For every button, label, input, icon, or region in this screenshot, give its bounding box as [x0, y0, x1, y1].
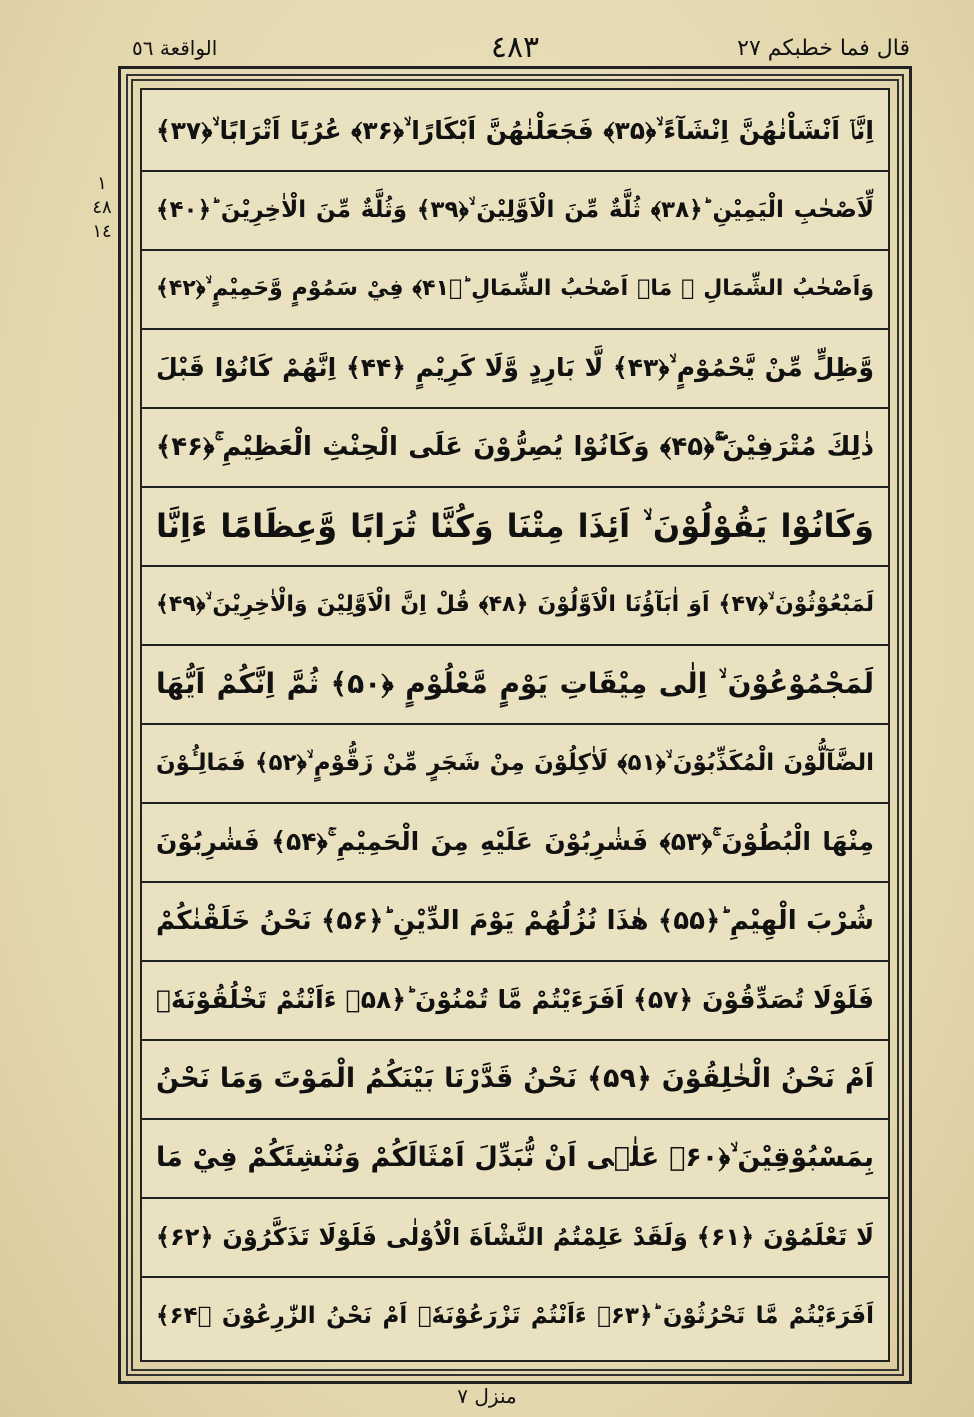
verse-line-15: لَا تَعْلَمُوْنَ ﴿۶۱﴾ وَلَقَدْ عَلِمْتُمُ النَّشْاَةَ الْاُوْلٰى فَلَوْلَا تَذَكَّرُوْنَ ﴿۶۲﴾	[142, 1196, 888, 1278]
verse-line-11: شُرْبَ الْهِيْمِ ؕ﴿۵۵﴾ هٰذَا نُزُلُهُمْ يَوْمَ الدِّيْنِ ؕ﴿۵۶﴾ نَحْنُ خَلَقْنٰكُمْ	[142, 880, 888, 962]
text-frame	[140, 88, 890, 1362]
verse-line-9: الضَّآلُّوْنَ الْمُكَذِّبُوْنَ ۙ﴿۵۱﴾ لَاٰكِلُوْنَ مِنْ شَجَرٍ مِّنْ زَقُّوْمٍ ۙ﴿۵۲﴾ فَمَالِـُٔوْنَ	[142, 722, 888, 804]
verse-line-16: اَفَرَءَيْتُمْ مَّا تَحْرُثُوْنَ ؕ﴿۶۳﴾ ءَاَنْتُمْ تَزْرَعُوْنَهٗۤ اَمْ نَحْنُ الزّٰرِعُوْنَ ﴿۶۴﴾	[156, 1303, 874, 1329]
page-header	[120, 30, 910, 70]
verse-line-3: وَاَصْحٰبُ الشِّمَالِ ۙ مَاۤ اَصْحٰبُ الشِّمَالِ ؕ﴿۴۱﴾ فِيْ سَمُوْمٍ وَّحَمِيْمٍ ۙ﴿۴۲﴾	[142, 248, 888, 330]
verse-lines	[142, 90, 888, 1360]
verse-line-2: لِّاَصْحٰبِ الْيَمِيْنِ ؕ﴿۳۸﴾ ثُلَّةٌ مِّنَ الْاَوَّلِيْنَ ۙ﴿۳۹﴾ وَثُلَّةٌ مِّنَ الْاٰخِرِيْنَ ؕ﴿۴۰﴾	[142, 169, 888, 251]
ruku-marker: ١ ٤٨ ١٤	[92, 173, 112, 242]
juz-label: قال فما خطبكم ٢٧	[737, 36, 910, 61]
manzil-footer: منزل ٧	[457, 1384, 517, 1408]
verse-line-7: لَمَبْعُوْثُوْنَ ۙ﴿۴۷﴾ اَوَ اٰبَآؤُنَا الْاَوَّلُوْنَ ﴿۴۸﴾ قُلْ اِنَّ الْاَوَّلِيْنَ وَالْاٰخِرِيْنَ ۙ﴿۴۹﴾	[142, 564, 888, 646]
verse-line-5: ذٰلِكَ مُتْرَفِيْنَ ۚۖ﴿۴۵﴾ وَكَانُوْا يُصِرُّوْنَ عَلَى الْحِنْثِ الْعَظِيْمِ ۚ﴿۴۶﴾	[142, 406, 888, 488]
page-number: ٤٨٣	[490, 30, 540, 65]
verse-line-1: اِنَّاۤ اَنْشَاْنٰهُنَّ اِنْشَآءً ۙ﴿۳۵﴾ فَجَعَلْنٰهُنَّ اَبْكَارًا ۙ﴿۳۶﴾ عُرُبًا اَتْرَابًا ۙ﴿۳۷﴾	[142, 90, 888, 172]
verse-line-4: وَّظِلٍّ مِّنْ يَّحْمُوْمٍ ۙ﴿۴۳﴾ لَّا بَارِدٍ وَّلَا كَرِيْمٍ ﴿۴۴﴾ اِنَّهُمْ كَانُوْا قَبْلَ	[142, 327, 888, 409]
verse-line-6: وَكَانُوْا يَقُوْلُوْنَ ۙ اَئِذَا مِتْنَا وَكُنَّا تُرَابًا وَّعِظَامًا ءَاِنَّا	[142, 485, 888, 567]
verse-line-13: اَمْ نَحْنُ الْخٰلِقُوْنَ ﴿۵۹﴾ نَحْنُ قَدَّرْنَا بَيْنَكُمُ الْمَوْتَ وَمَا نَحْنُ	[142, 1038, 888, 1120]
surah-label: الواقعة ٥٦	[132, 36, 218, 60]
verse-line-12: فَلَوْلَا تُصَدِّقُوْنَ ﴿۵۷﴾ اَفَرَءَيْتُمْ مَّا تُمْنُوْنَ ؕ﴿۵۸﴾ ءَاَنْتُمْ تَخْلُقُوْنَهٗۤ	[142, 959, 888, 1041]
verse-line-8: لَمَجْمُوْعُوْنَ ۙ اِلٰى مِيْقَاتِ يَوْمٍ مَّعْلُوْمٍ ﴿۵۰﴾ ثُمَّ اِنَّكُمْ اَيُّهَا	[142, 643, 888, 725]
verse-line-14: بِمَسْبُوْقِيْنَ ۙ﴿۶۰﴾ عَلٰۤى اَنْ نُّبَدِّلَ اَمْثَالَكُمْ وَنُنْشِئَكُمْ فِيْ مَا	[142, 1117, 888, 1199]
verse-line-10: مِنْهَا الْبُطُوْنَ ۚ﴿۵۳﴾ فَشٰرِبُوْنَ عَلَيْهِ مِنَ الْحَمِيْمِ ۚ﴿۵۴﴾ فَشٰرِبُوْنَ	[142, 801, 888, 883]
